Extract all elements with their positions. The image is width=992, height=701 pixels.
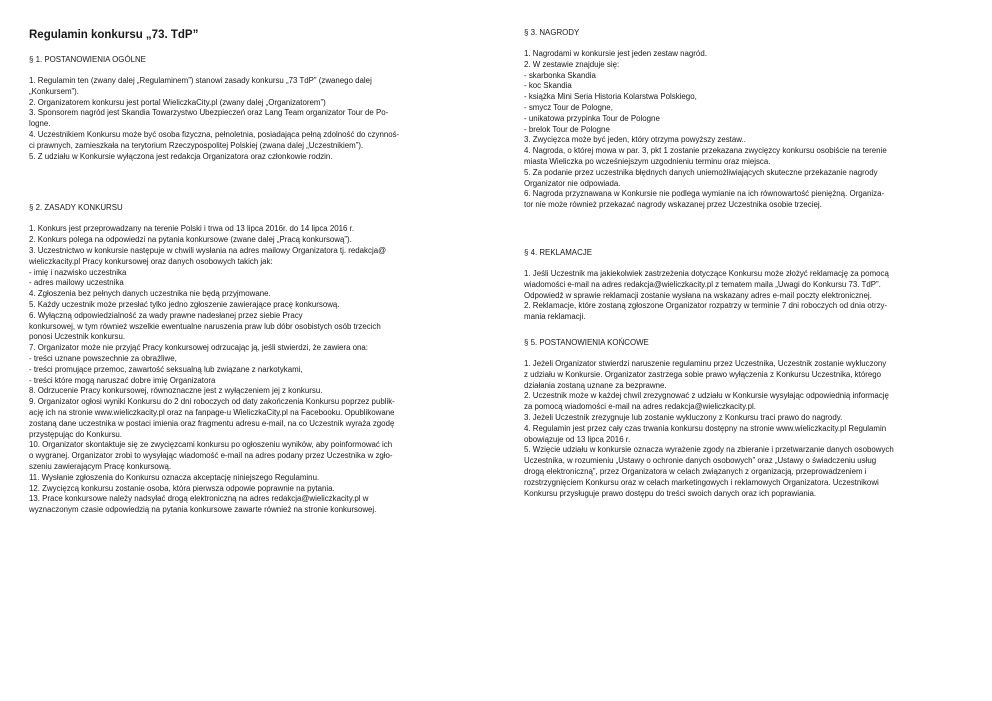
spacer: [29, 162, 469, 203]
section-1-heading: § 1. POSTANOWIENIA OGÓLNE: [29, 55, 146, 64]
spacer: [524, 323, 964, 338]
section-3-body: 1. Nagrodami w konkursie jest jeden zestaw nagród. 2. W zestawie znajduje się: - skarbonka Skandia - koc Skandia - książka Mini Seria Historia Kolarstwa Polskiego, - smycz Tour de Pologne, - unikatowa przypinka Tour de Pologne - brelok Tour de Pologne 3. Zwycięzca może być jeden, który otrzyma powyższy zestaw.. 4. Nagroda, o której mowa w par. 3, pkt 1 zostanie przekazana zwycięzcy konkursu osobiście na terenie miasta Wieliczka po wcześniejszym uzgodnieniu terminu oraz miejsca. 5. Za podanie przez uczestnika błędnych danych uniemożliwiających skuteczne przekazanie nagrody Organizator nie odpowiada. 6. Nagroda przyznawana w Konkursie nie podlega wymianie na ich równowartość pieniężną. Organiza- tor nie może również przekazać nagrody wskazanej przez Uczestnika osobie trzeciej.: [524, 49, 887, 210]
section-2: [29, 203, 469, 516]
section-4-body: 1. Jeśli Uczestnik ma jakiekolwiek zastrzeżenia dotyczące Konkursu może złożyć reklamację za pomocą wiadomości e-mail na adres redakcja@wieliczkacity.pl z tematem maila „Uwagi do Konkursu 73. TdP”. Odpowiedź w sprawie reklamacji zostanie wysłana na wskazany adres e-mail poczty elektronicznej. 2. Reklamacje, które zostaną zgłoszone Organizator rozpatrzy w terminie 7 dni roboczych od dnia otrzy- mania reklamacji.: [524, 268, 889, 322]
section-2-heading: § 2. ZASADY KONKURSU: [29, 203, 123, 213]
section-3: [524, 28, 964, 211]
section-2-body: 1. Konkurs jest przeprowadzany na terenie Polski i trwa od 13 lipca 2016r. do 14 lipca 2016 r. 2. Konkurs polega na odpowiedzi na pytania konkursowe (zwane dalej „Pracą konkursową”). 3. Uczestnictwo w konkursie następuje w chwili wysłania na adres mailowy Organizatora tj. redakcja@ wieliczkacity.pl Pracy konkursowej oraz danych osobowych takich jak: - imię i nazwisko uczestnika - adres mailowy uczestnika 4. Zgłoszenia bez pełnych danych uczestnika nie będą przyjmowane. 5. Każdy uczestnik może przesłać tylko jedno zgłoszenie zawierające pracę konkursową. 6. Wyłączną odpowiedzialność za wady prawne nadesłanej przez siebie Pracy konkursowej, w tym również wszelkie ewentualne naruszenia praw lub dóbr osobistych osób trzecich ponosi Uczestnik konkursu. 7. Organizator może nie przyjąć Pracy konkursowej odrzucając ją, jeśli stwierdzi, że zawiera ona: - treści uznane powszechnie za obraźliwe, - treści promujące przemoc, zawartość seksualną lub związane z narkotykami, - treści które mogą naruszać dobre imię Organizatora 8. Odrzucenie Pracy konkursowej, równoznaczne jest z wyłączeniem jej z konkursu. 9. Organizator ogłosi wyniki Konkursu do 2 dni roboczych od daty zakończenia Konkursu poprzez publik- ację ich na stronie www.wieliczkacity.pl oraz na fanpage-u WieliczkaCity.pl na Facebooku. Opublikowane zostaną dane uczestnika w postaci imienia oraz fragmentu adresu e-mail, na co Uczestnik wyraża zgodę przystępując do Konkursu. 10. Organizator skontaktuje się ze zwycięzcami konkursu po ogłoszeniu wyników, aby poinformować ich o wygranej. Organizator zrobi to wysyłając wiadomość e-mail na adres podany przez Uczestnika w zgło- szeniu zawierającym Pracę konkursową. 11. Wysłanie zgłoszenia do Konkursu oznacza akceptację niniejszego Regulaminu. 12. Zwycięzcą konkursu zostanie osoba, która pierwsza odpowie poprawnie na pytania. 13. Prace konkursowe należy nadsyłać drogą elektroniczną na adres redakcja@wieliczkacity.pl w wyznaczonym czasie odpowiedzią na pytania konkursowe zawarte również na stronie konkursowej.: [29, 224, 395, 515]
section-4-heading: § 4. REKLAMACJE: [524, 247, 592, 257]
section-1: [29, 55, 469, 162]
section-5: [524, 338, 964, 499]
section-5-body: 1. Jeżeli Organizator stwierdzi naruszenie regulaminu przez Uczestnika, Uczestnik zostanie wykluczony z udziału w Konkursie. Organizator zastrzega sobie prawo wyłączenia z Konkursu Uczestnika, którego działania zostaną uznane za bezprawne. 2. Uczestnik może w każdej chwil zrezygnować z udziału w Konkursie wysyłając odpowiednią informację za pomocą wiadomości e-mail na adres redakcja@wieliczkacity.pl. 3. Jeżeli Uczestnik zrezygnuje lub zostanie wykluczony z Konkursu traci prawo do nagrody. 4. Regulamin jest przez cały czas trwania konkursu dostępny na stronie www.wieliczkacity.pl Regulamin obowiązuje od 13 lipca 2016 r. 5. Wzięcie udziału w konkursie oznacza wyrażenie zgody na zbieranie i przetwarzanie danych osobowych Uczestnika, w rozumieniu „Ustawy o ochronie danych osobowych” oraz „Ustawy o świadczeniu usług drogą elektroniczną”, przez Organizatora w celach związanych z organizacją, przeprowadzeniem i rozstrzygnięciem Konkursu oraz w celach marketingowych i reklamowych Organizatora. Uczestnikowi Konkursu przysługuje prawo dostępu do treści swoich danych oraz ich poprawiania.: [524, 358, 894, 498]
section-1-body: 1. Regulamin ten (zwany dalej „Regulaminem”) stanowi zasady konkursu „73 TdP” (zwanego dalej „Konkursem”). 2. Organizatorem konkursu jest portal WieliczkaCity.pl (zwany dalej „Organizatorem”) 3. Sponsorem nagród jest Skandia Towarzystwo Ubezpieczeń oraz Lang Team organizator Tour de Po- logne. 4. Uczestnikiem Konkursu może być osoba fizyczna, pełnoletnia, posiadająca pełną zdolność do czynnoś- ci prawnych, zamieszkała na terytorium Rzeczypospolitej Polskiej (zwana dalej „Uczestnikiem”). 5. Z udziału w Konkursie wyłączona jest redakcja Organizatora oraz członkowie rodzin.: [29, 76, 400, 161]
left-column: [29, 28, 469, 516]
section-4: [524, 248, 964, 323]
document-title: Regulamin konkursu „73. TdP”: [29, 29, 199, 41]
section-5-heading: § 5. POSTANOWIENIA KOŃCOWE: [524, 337, 649, 347]
right-column: [524, 28, 964, 499]
spacer: [524, 211, 964, 248]
section-3-heading: § 3. NAGRODY: [524, 28, 580, 37]
